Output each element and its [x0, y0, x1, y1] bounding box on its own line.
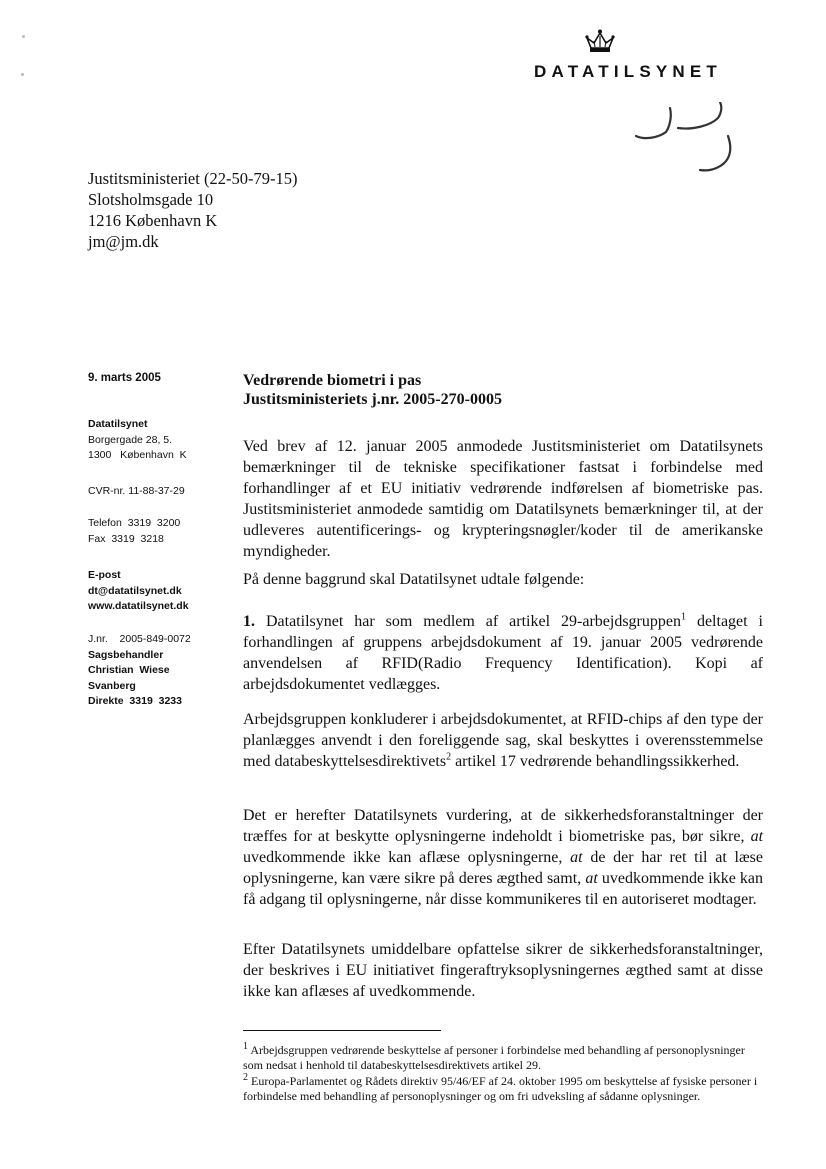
- footnote-number: 1: [243, 1041, 248, 1052]
- subject-reference: Justitsministeriets j.nr. 2005-270-0005: [243, 391, 502, 408]
- fax: Fax 3319 3218: [88, 532, 164, 545]
- text-run: Arbejdsgruppen konkluderer i arbejdsdokumentet, at RFID-chips af den type der planlægges anvendt i den foreliggende sag, skal beskyttes i overensstemmelse med databeskyttelsesdirektivets: [243, 711, 763, 770]
- paragraph-text: På denne baggrund skal Datatilsynet udtale følgende:: [243, 571, 585, 588]
- paragraph: [243, 805, 763, 910]
- contact-online-block: [88, 568, 189, 615]
- crown-icon: [584, 28, 616, 56]
- paragraph-text: [243, 709, 763, 772]
- text-run: deltaget i forhandlingen af gruppens arbejdsdokument af 19. januar 2005 vedrørende anvendelsen af RFID(Radio Frequency Identification). Kopi af arbejdsdokumentet vedlægges.: [243, 613, 764, 693]
- footnote-ref[interactable]: 2: [446, 751, 452, 763]
- emphasis: at: [750, 828, 764, 845]
- case-handler-label: Sagsbehandler: [88, 648, 164, 661]
- scan-speck: [22, 35, 25, 38]
- text-run: Datatilsynet har som medlem af artikel 29-arbejdsgruppen: [265, 613, 681, 630]
- footnote-divider: [243, 1030, 441, 1031]
- text-run: de der har ret til at læse oplysningerne, kan være sikre på deres ægthed samt,: [243, 849, 763, 887]
- text-run: Det er herefter Datatilsynets vurdering, at de sikkerhedsforanstaltninger der træffes for at beskytte oplysningerne indeholdt i biometriske pas, bør sikre,: [243, 807, 763, 845]
- paragraph: [243, 939, 763, 1002]
- sender-street: Borgergade 28, 5.: [88, 433, 173, 446]
- emphasis: at: [585, 870, 598, 887]
- journal-number: J.nr. 2005-849-0072: [88, 633, 191, 645]
- contact-phone-block: [88, 516, 180, 547]
- sender-name: Datatilsynet: [88, 418, 148, 430]
- email-label: E-post: [88, 569, 121, 581]
- case-info-block: [88, 632, 191, 710]
- paragraph-text: Efter Datatilsynets umiddelbare opfattelse sikrer de sikkerhedsforanstaltninger, der beskrives i EU initiativet fingeraftryksoplysningernes ægthed samt at disse ikke kan aflæses af uvedkommende.: [243, 941, 763, 1000]
- phone: Telefon 3319 3200: [88, 517, 181, 529]
- letter-date: 9. marts 2005: [88, 372, 161, 384]
- footnote-number: 2: [243, 1072, 248, 1083]
- recipient-address: [88, 168, 297, 252]
- sender-address: [88, 417, 187, 464]
- website-link[interactable]: www.datatilsynet.dk: [88, 600, 189, 612]
- subject-line: Vedrørende biometri i pas: [243, 372, 422, 389]
- paragraph-text: Ved brev af 12. januar 2005 anmodede Justitsministeriet om Datatilsynets bemærkninger til de tekniske specifikationer fastsat i forbindelse med forhandlinger af et EU initiativ vedrørende indførelsen af biometriske pas. Justitsministeriet anmodede samtidig om Datatilsynets bemærkninger til, at der udleveres autentificerings- og krypteringsnøgler/koder til de amerikanske myndigheder.: [243, 438, 763, 560]
- scan-speck: [21, 73, 24, 76]
- logo-wordmark: DATATILSYNET: [534, 62, 722, 81]
- footnote-text: Arbejdsgruppen vedrørende beskyttelse af personer i forbindelse med behandling af personoplysninger som nedsat i henhold til databeskyttelsesdirektivets artikel 29.: [243, 1043, 745, 1072]
- letter-subject: [243, 371, 502, 409]
- paragraph-text: [243, 611, 763, 695]
- cvr-number: CVR-nr. 11-88-37-29: [88, 485, 185, 497]
- handwritten-signature: [632, 102, 742, 182]
- case-handler-name: Christian Wiese: [88, 664, 170, 676]
- sender-city: 1300 København K: [88, 449, 187, 461]
- paragraph: [243, 611, 763, 695]
- recipient-line: 1216 København K: [88, 211, 218, 230]
- paragraph: [243, 436, 763, 562]
- email-link[interactable]: dt@datatilsynet.dk: [88, 584, 182, 597]
- direct-phone: Direkte 3319 3233: [88, 695, 182, 707]
- recipient-line: jm@jm.dk: [88, 232, 159, 251]
- recipient-line: Justitsministeriet (22-50-79-15): [88, 169, 298, 188]
- case-handler-surname: Svanberg: [88, 679, 136, 692]
- recipient-line: Slotsholmsgade 10: [88, 190, 214, 209]
- paragraph: [243, 709, 763, 772]
- footnote-text: Europa-Parlamentet og Rådets direktiv 95/46/EF af 24. oktober 1995 om beskyttelse af fysiske personer i forbindelse med behandling af personoplysninger og om fri udveksling af sådanne oplysninger.: [243, 1074, 758, 1103]
- footnote: [243, 1043, 763, 1072]
- emphasis: at: [570, 849, 583, 866]
- paragraph: [243, 569, 763, 590]
- paragraph-text: [243, 805, 763, 910]
- text-run: artikel 17 vedrørende behandlingssikkerhed.: [455, 753, 740, 770]
- point-number: 1.: [243, 613, 255, 630]
- footnote-ref[interactable]: 1: [680, 611, 686, 623]
- text-run: uvedkommende ikke kan aflæse oplysningerne,: [243, 849, 563, 866]
- footnote: [243, 1074, 763, 1103]
- text-run: uvedkommende ikke kan få adgang til oplysningerne, når disse kommunikeres til en autoriseret modtager.: [243, 870, 764, 908]
